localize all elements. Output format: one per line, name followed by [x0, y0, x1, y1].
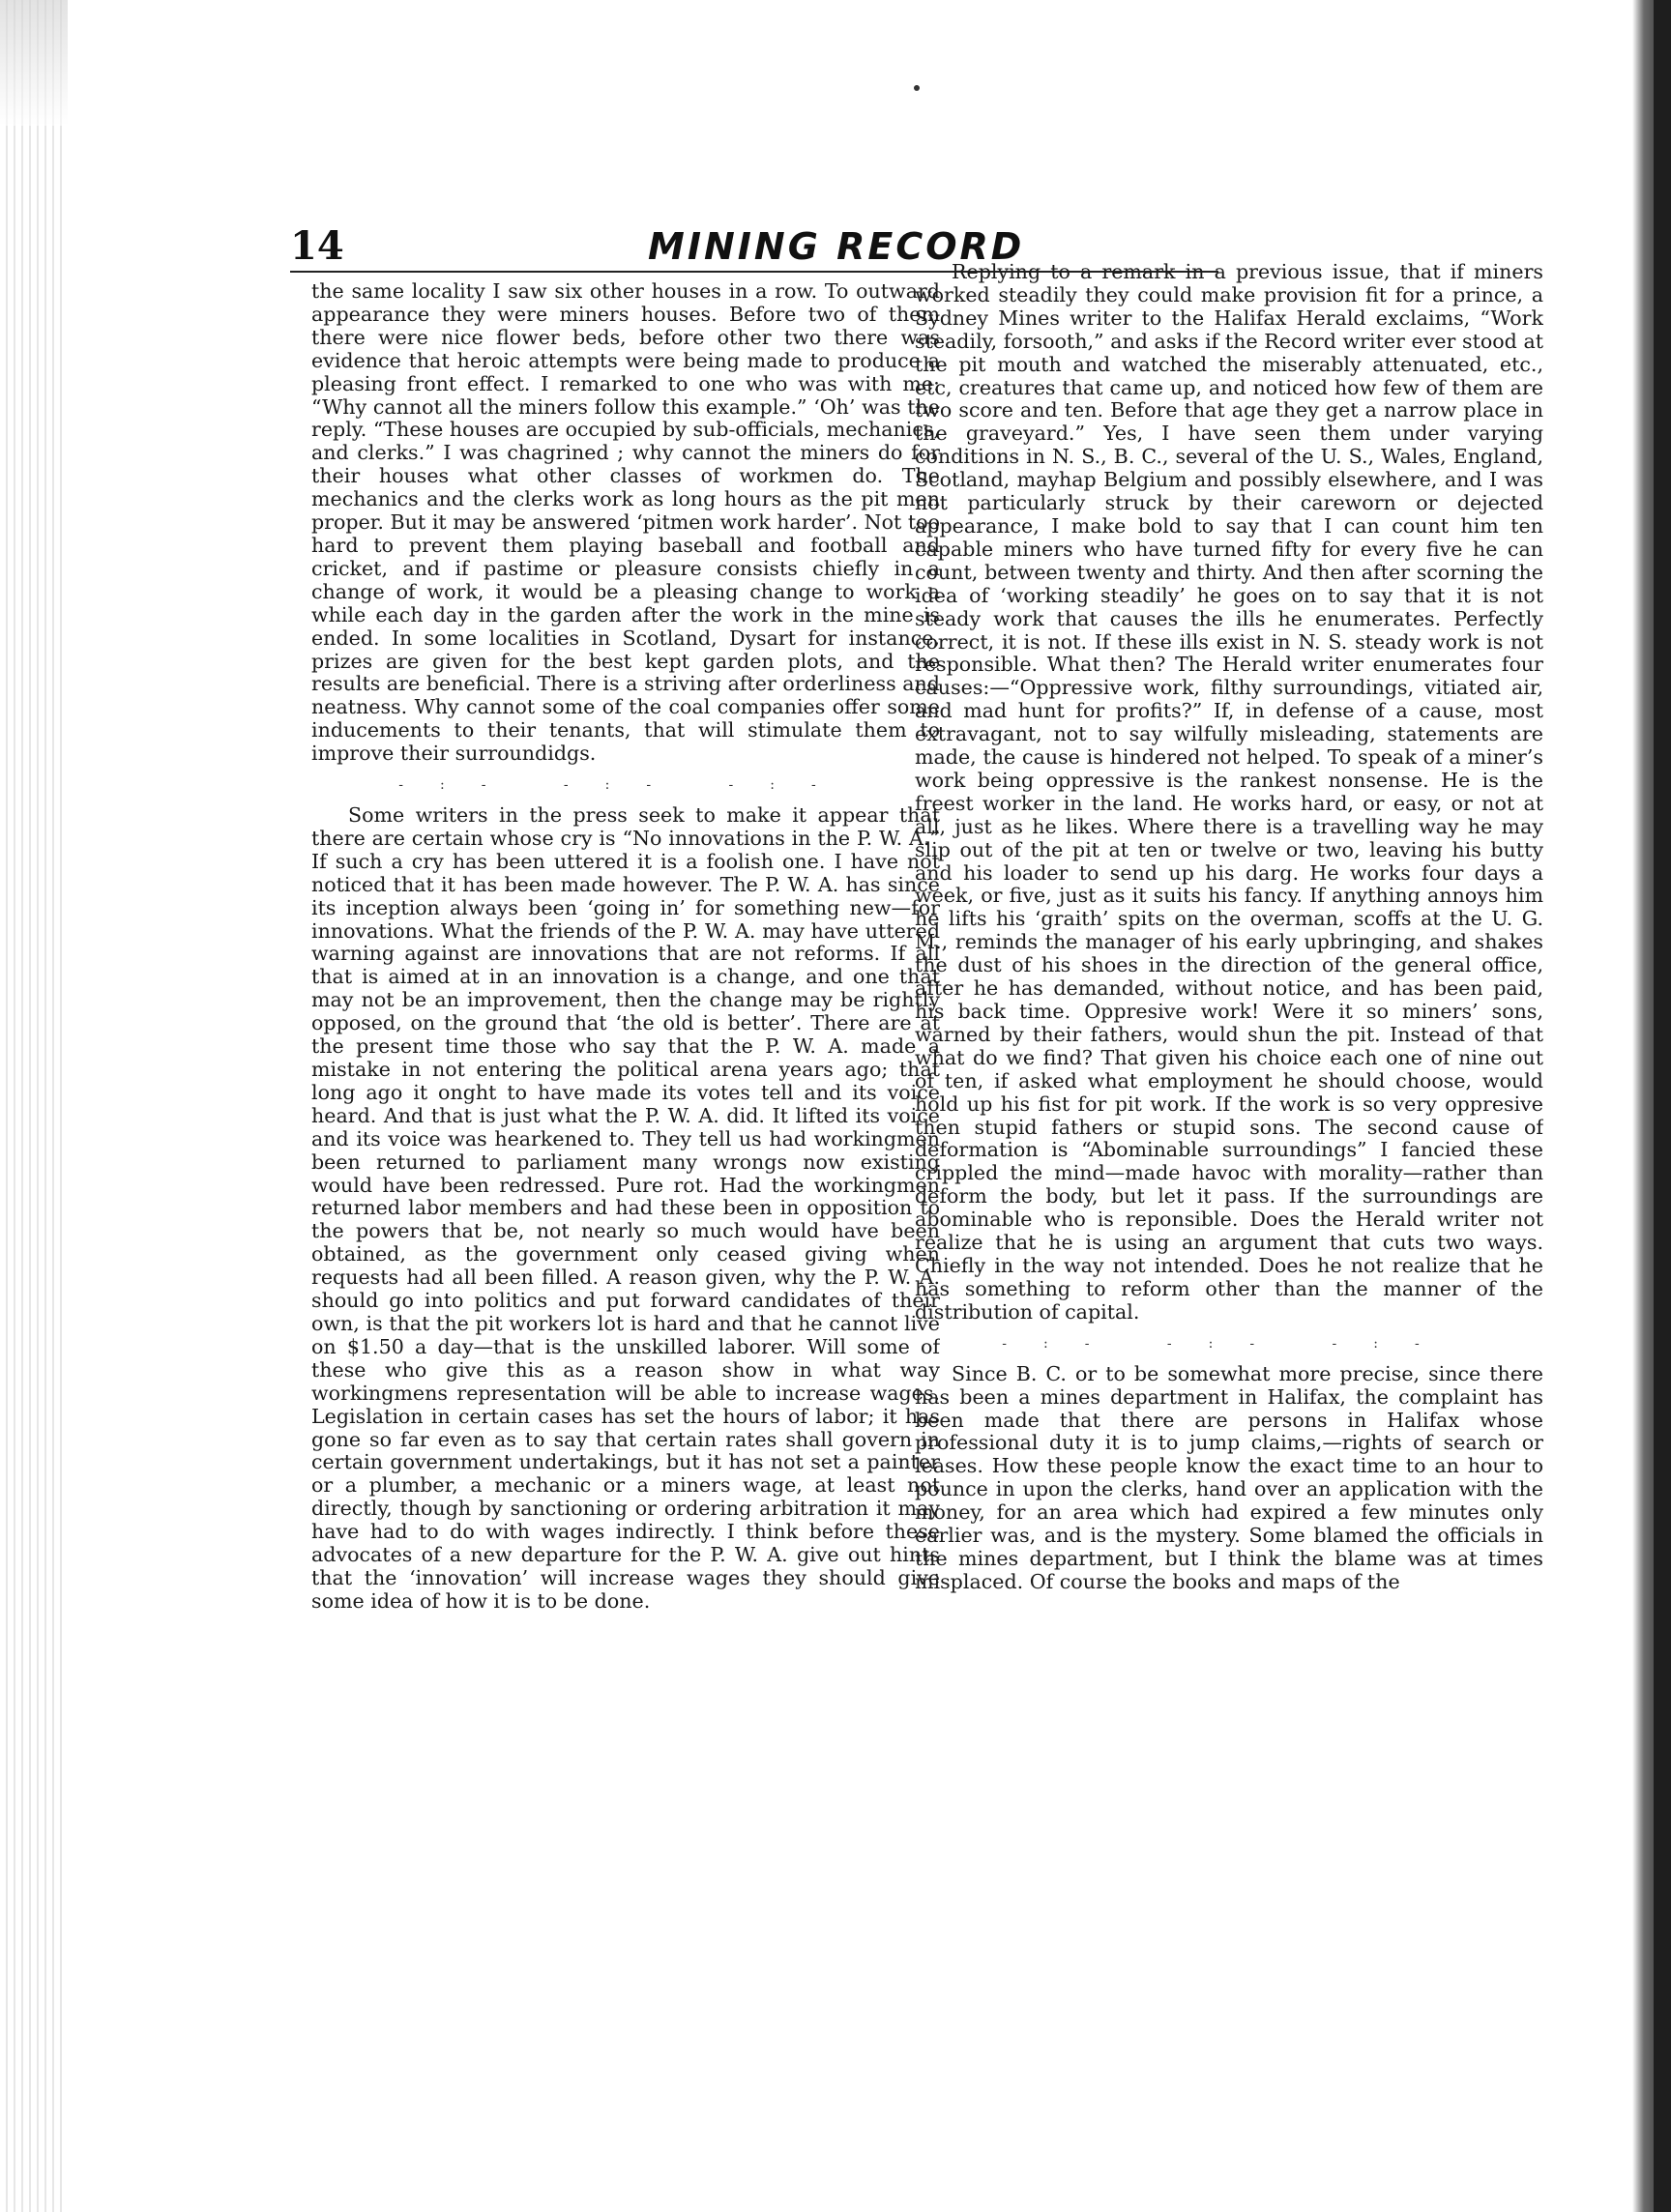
page-stack-edges — [0, 0, 68, 2212]
right-paragraph-2: Since B. C. or to be somewhat more precise, since there has been a mines department in Halifax, the complaint has been made that there are persons in Halifax whose professional duty it is to jump claims,—rights of search or leases. How these people know the exact time to an hour to pounce in upon the clerks, hand over an application with the money, for an area which had expired a few minutes only earlier was, and is the mystery. Some blamed the officials in the mines department, but I think the blame was at times misplaced. Of course the books and maps of the — [915, 1361, 1543, 1593]
section-divider: -:- -:- -:- — [1002, 1335, 1456, 1352]
left-column — [311, 280, 940, 2059]
publication-title: MINING RECORD — [648, 225, 1025, 268]
left-paragraph-1: the same locality I saw six other houses in a row. To outward appearance they were miners houses. Before two of them there were nice flower beds, before other two there was evidence that heroic attempts were being made to produce a pleasing front effect. I remarked to one who was with me: “Why cannot all the miners follow this example.” ‘Oh’ was the reply. “These houses are occupied by sub-officials, mechanics, and clerks.” I was chagrined ; why cannot the miners do for their houses what other classes of workmen do. The mechanics and the clerks work as long hours as the pit men proper. But it may be answered ‘pitmen work harder’. Not too hard to prevent them playing baseball and football and cricket, and if pastime or pleasure consists chiefly in a change of work, it would be a pleasing change to work a while each day in the garden after the work in the mine is ended. In some localities in Scotland, Dysart for instance, prizes are given for the best kept garden plots, and the results are beneficial. There is a striving after orderliness and neatness. Why cannot some of the coal companies offer some inducements to their tenants, that will stimulate them to improve their surroundidgs. — [311, 280, 940, 766]
ink-speck — [914, 85, 920, 91]
left-paragraph-2: Some writers in the press seek to make it appear that there are certain whose cry is “No innovations in the P. W. A.” If such a cry has been uttered it is a foolish one. I have not noticed that it has been made however. The P. W. A. has since its inception always been ‘going in’ for something new—for innovations. What the friends of the P. W. A. may have uttered warning against are innovations that are not reforms. If all that is aimed at in an innovation is a change, and one that may not be an improvement, then the change may be rightly opposed, on the ground that ‘the old is better’. There are at the present time those who say that the P. W. A. made a mistake in not entering the political arena years ago; that long ago it onght to have made its votes tell and its voice heard. And that is just what the P. W. A. did. It lifted its voice and its voice was hearkened to. They tell us had workingmen been returned to parliament many wrongs now existing would have been redressed. Pure rot. Had the workingmen returned labor members and had these been in opposition to the powers that be, not nearly so much would have been obtained, as the government only ceased giving when requests had all been filled. A reason given, why the P. W. A. should go into politics and put forward candidates of their own, is that the pit workers lot is hard and that he cannot live on $1.50 a day—that is the unskilled laborer. Will some of these who give this as a reason show in what way workingmens representation will be able to increase wages. Legislation in certain cases has set the hours of labor; it has gone so far even as to say that certain rates shall govern in certain government undertakings, but it has not set a painter or a plumber, a mechanic or a miners wage, at least not directly, though by sanctioning or ordering arbitration it may have had to do with wages indirectly. I think before these advocates of a new departure for the P. W. A. give out hints that the ‘innovation’ will increase wages they should give some idea of how it is to be done. — [311, 803, 940, 1613]
page-number: 14 — [290, 223, 344, 269]
section-divider: -:- -:- -:- — [398, 777, 853, 794]
right-paragraph-1: Replying to a remark in a previous issue, that if miners worked steadily they could make provision fit for a prince, a Sydney Mines writer to the Halifax Herald exclaims, “Work steadily, forsooth,” and asks if the Record writer ever stood at the pit mouth and watched the miserably attenuated, etc., etc, creatures that came up, and noticed how few of them are two score and ten. Before that age they get a narrow place in the graveyard.” Yes, I have seen them under varying conditions in N. S., B. C., several of the U. S., Wales, England, Scotland, mayhap Belgium and possibly elsewhere, and I was not particularly struck by their careworn or dejected appearance, I make bold to say that I can count him ten capable miners who have turned fifty for every five he can count, between twenty and thirty. And then after scorning the idea of ‘working steadily’ he goes on to say that it is not steady work that causes the ills he enumerates. Perfectly correct, it is not. If these ills exist in N. S. steady work is not responsible. What then? The Herald writer enumerates four causes:—“Oppressive work, filthy surroundings, vitiated air, and mad hunt for profits?” If, in defense of a cause, most extravagant, not to say wilfully misleading, statements are made, the cause is hindered not helped. To speak of a miner’s work being oppressive is the rankest nonsense. He is the freest worker in the land. He works hard, or easy, or not at all, just as he likes. Where there is a travelling way he may slip out of the pit at ten or twelve or two, leaving his butty and his loader to send up his darg. He works four days a week, or five, just as it suits his fancy. If anything annoys him he lifts his ‘graith’ spits on the overman, scoffs at the U. G. M., reminds the manager of his early upbringing, and shakes the dust of his shoes in the direction of the general office, after he has demanded, without notice, and has been paid, his back time. Oppresive work! Were it so miners’ sons, warned by their fathers, would shun the pit. Instead of that what do we find? That given his choice each one of nine out of ten, if asked what employment he should choose, would hold up his fist for pit work. If the work is so very oppresive then stupid fathers or stupid sons. The second cause of deformation is “Abominable surroundings” I fancied these crippled the mind—made havoc with morality—rather than deform the body, but let it pass. If the surroundings are abominable who is reponsible. Does the Herald writer not realize that he is using an argument that cuts two ways. Chiefly in the way not intended. Does he not realize that he has something to reform other than the manner of the distribution of capital. — [915, 261, 1543, 1324]
right-column — [915, 261, 1543, 2040]
binding-shadow — [1654, 0, 1671, 2212]
